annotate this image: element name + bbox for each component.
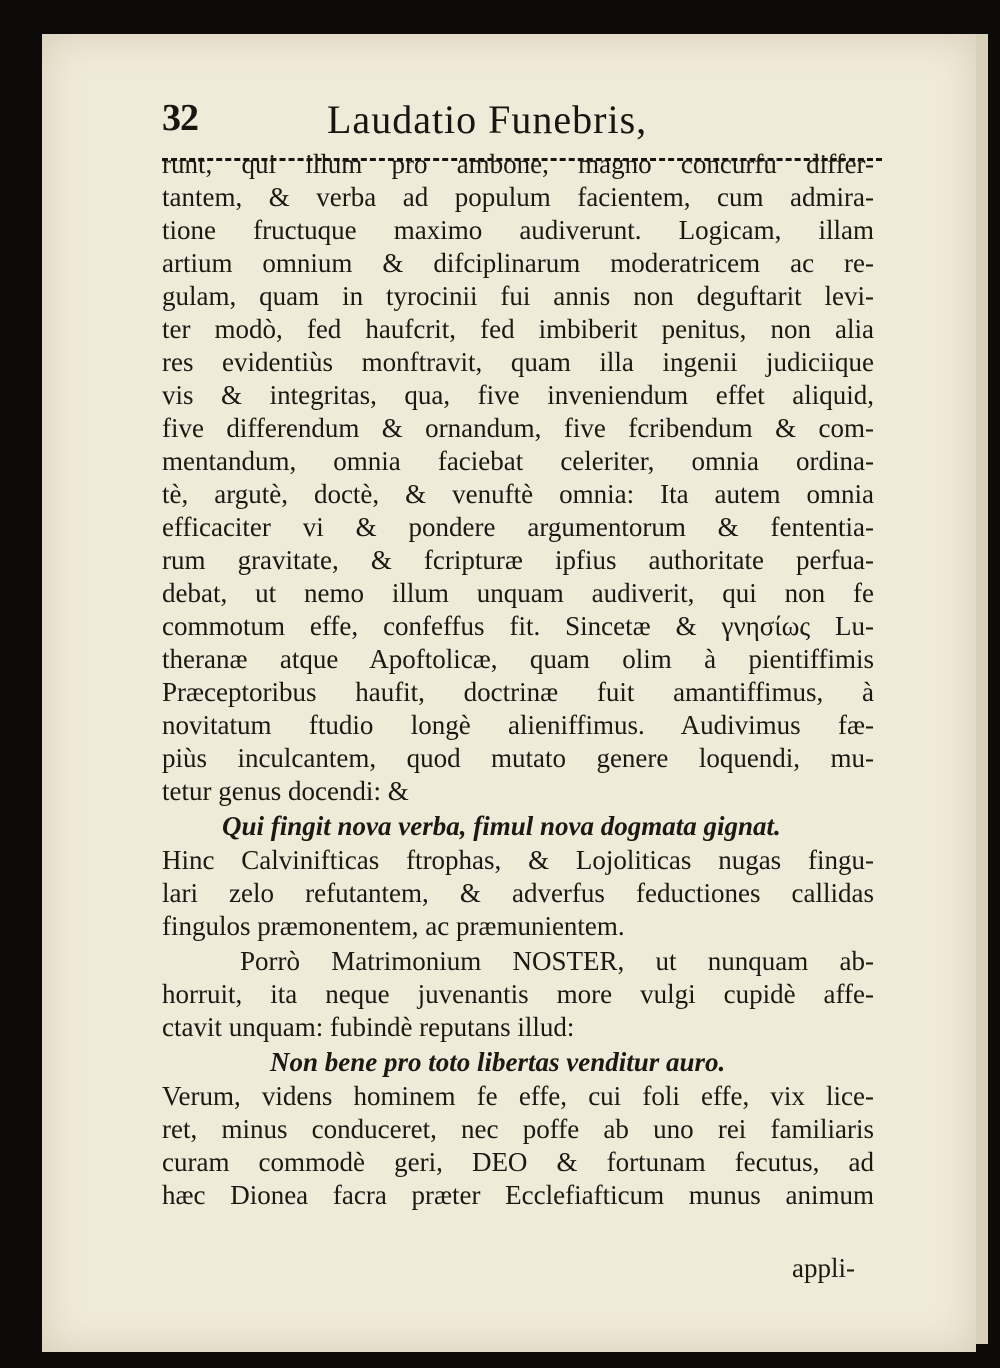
- text-line: hæc Dionea facra præter Ecclefiafticum munus animum: [162, 1180, 874, 1210]
- text-line: vis & integritas, qua, five inveniendum effet aliquid,: [162, 380, 874, 410]
- paragraph-start: Porrò Matrimonium NOSTER, ut nunquam ab-: [240, 946, 874, 976]
- text-line: theranæ atque Apoftolicæ, quam olim à pientiffimis: [162, 644, 874, 674]
- text-line: commotum effe, confeffus fit. Sincetæ & γνησίως Lu-: [162, 611, 874, 641]
- text-line: rum gravitate, & fcripturæ ipfius authoritate perfua-: [162, 545, 874, 575]
- text-line: piùs inculcantem, quod mutato genere loquendi, mu-: [162, 743, 874, 773]
- verse-quotation: Non bene pro toto libertas venditur auro.: [270, 1047, 726, 1077]
- text-line: runt, qui illum pro ambone, magno concurfu differ-: [162, 149, 874, 179]
- text-line: Verum, videns hominem fe effe, cui foli effe, vix lice-: [162, 1081, 874, 1111]
- text-line: tetur genus docendi: &: [162, 776, 409, 806]
- page-number: 32: [162, 97, 198, 139]
- text-line: lari zelo refutantem, & adverfus feductiones callidas: [162, 878, 874, 908]
- text-line: mentandum, omnia faciebat celeriter, omnia ordina-: [162, 446, 874, 476]
- text-line: five differendum & ornandum, five fcribendum & com-: [162, 413, 874, 443]
- text-line: efficaciter vi & pondere argumentorum & fententia-: [162, 512, 874, 542]
- text-line: novitatum ftudio longè alieniffimus. Audivimus fæ-: [162, 710, 874, 740]
- text-line: gulam, quam in tyrocinii fui annis non deguftarit levi-: [162, 281, 874, 311]
- text-line: artium omnium & difciplinarum moderatricem ac re-: [162, 248, 874, 278]
- text-line: Hinc Calvinifticas ftrophas, & Lojoliticas nugas fingu-: [162, 845, 874, 875]
- text-line: curam commodè geri, DEO & fortunam fecutus, ad: [162, 1147, 874, 1177]
- text-line: fingulos præmonentem, ac præmunientem.: [162, 911, 625, 941]
- text-line: ctavit unquam: fubindè reputans illud:: [162, 1012, 575, 1042]
- running-head: Laudatio Funebris,: [327, 97, 648, 142]
- text-line: tione fructuque maximo audiverunt. Logicam, illam: [162, 215, 874, 245]
- page-header: [42, 96, 976, 156]
- text-line: ret, minus conduceret, nec poffe ab uno rei familiaris: [162, 1114, 874, 1144]
- text-line: Præceptoribus haufit, doctrinæ fuit amantiffimus, à: [162, 677, 874, 707]
- book-page: [42, 34, 976, 1352]
- catchword: appli-: [792, 1253, 855, 1283]
- text-line: res evidentiùs monftravit, quam illa ingenii judiciique: [162, 347, 874, 377]
- page-edge: [976, 34, 988, 1344]
- text-line: debat, ut nemo illum unquam audiverit, qui non fe: [162, 578, 874, 608]
- text-line: horruit, ita neque juvenantis more vulgi cupidè affe-: [162, 979, 874, 1009]
- text-line: ter modò, fed haufcrit, fed imbiberit penitus, non alia: [162, 314, 874, 344]
- text-line: tè, argutè, doctè, & venuftè omnia: Ita autem omnia: [162, 479, 874, 509]
- text-line: tantem, & verba ad populum facientem, cum admira-: [162, 182, 874, 212]
- verse-quotation: Qui fingit nova verba, fimul nova dogmata gignat.: [222, 811, 781, 841]
